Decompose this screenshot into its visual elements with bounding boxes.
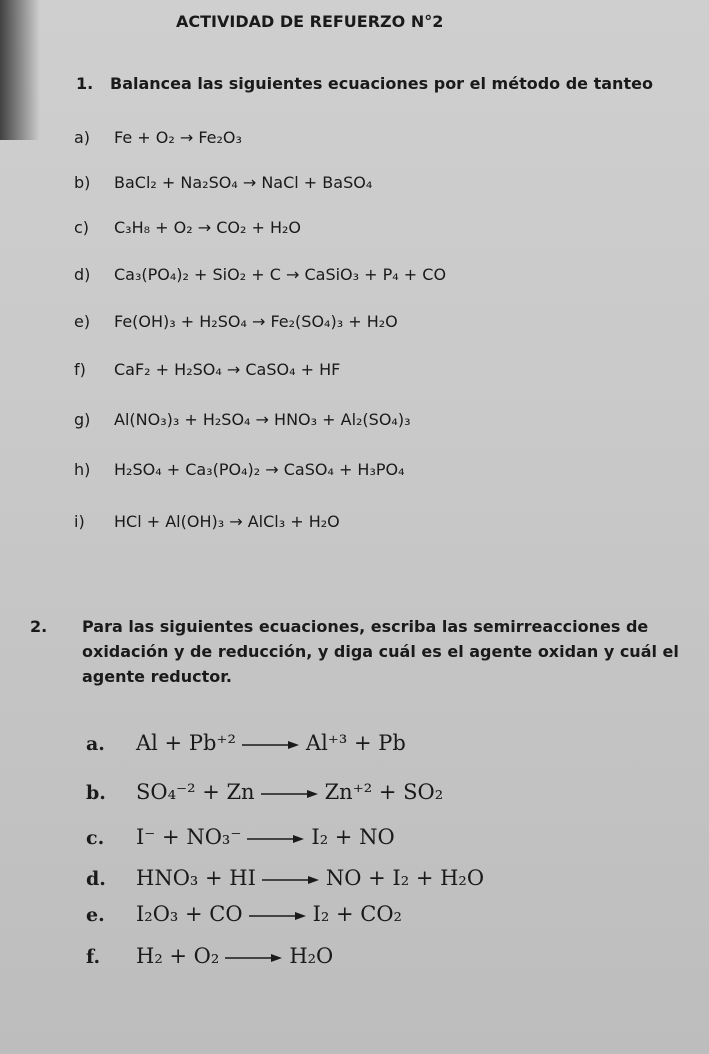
- equation-label: d.: [86, 868, 106, 890]
- redox-equation-row: [86, 825, 395, 849]
- equation-row: [74, 218, 301, 237]
- equation-label: a.: [86, 733, 105, 755]
- equation-row: [74, 360, 340, 379]
- products: NO + I₂ + H₂O: [325, 866, 485, 890]
- reaction-arrow-icon: [225, 952, 283, 964]
- chemical-equation: BaCl₂ + Na₂SO₄ → NaCl + BaSO₄: [114, 173, 373, 192]
- equation-label: c.: [86, 827, 105, 849]
- chemical-equation: H₂SO₄ + Ca₃(PO₄)₂ → CaSO₄ + H₃PO₄: [114, 460, 405, 479]
- equation-label: i): [74, 512, 85, 531]
- reactants: I⁻ + NO₃⁻: [136, 825, 242, 849]
- equation-row: [74, 410, 410, 429]
- equation-label: b.: [86, 782, 106, 804]
- question-number: 1.: [76, 74, 94, 93]
- products: H₂O: [289, 944, 334, 968]
- products: I₂ + NO: [311, 825, 395, 849]
- equation-row: [74, 312, 398, 331]
- chemical-equation: Ca₃(PO₄)₂ + SiO₂ + C → CaSiO₃ + P₄ + CO: [114, 265, 447, 284]
- question-1: [76, 72, 690, 96]
- redox-equation-row: [86, 944, 333, 968]
- chemical-equation: C₃H₈ + O₂ → CO₂ + H₂O: [114, 218, 301, 237]
- reaction-arrow-icon: [247, 833, 305, 845]
- equation-label: a): [74, 128, 91, 147]
- reactants: HNO₃ + HI: [136, 866, 256, 890]
- equation-label: b): [74, 173, 91, 192]
- redox-equation-row: [86, 731, 406, 755]
- equation-label: f.: [86, 946, 101, 968]
- redox-equation-row: [86, 902, 402, 926]
- products: Al⁺³ + Pb: [305, 731, 406, 755]
- question-2: [30, 614, 709, 689]
- products: I₂ + CO₂: [312, 902, 402, 926]
- equation-row: [74, 173, 372, 192]
- photo-shadow: [0, 0, 40, 140]
- equation-label: c): [74, 218, 90, 237]
- equation-row: [74, 128, 242, 147]
- products: Zn⁺² + SO₂: [324, 780, 444, 804]
- question-number: 2.: [30, 617, 48, 636]
- chemical-equation: HCl + Al(OH)₃ → AlCl₃ + H₂O: [114, 512, 340, 531]
- chemical-equation: Fe + O₂ → Fe₂O₃: [114, 128, 242, 147]
- reactants: H₂ + O₂: [136, 944, 220, 968]
- chemical-equation: Fe(OH)₃ + H₂SO₄ → Fe₂(SO₄)₃ + H₂O: [114, 312, 398, 331]
- equation-label: e): [74, 312, 91, 331]
- question-text: Para las siguientes ecuaciones, escriba las semirreacciones de oxidación y de reducción, y diga cuál es el agente oxidan y cuál el agente reductor.: [82, 617, 679, 686]
- equation-row: [74, 460, 405, 479]
- reactants: I₂O₃ + CO: [136, 902, 243, 926]
- chemical-equation: Al(NO₃)₃ + H₂SO₄ → HNO₃ + Al₂(SO₄)₃: [114, 410, 411, 429]
- equation-label: f): [74, 360, 86, 379]
- chemical-equation: CaF₂ + H₂SO₄ → CaSO₄ + HF: [114, 360, 341, 379]
- reactants: Al + Pb⁺²: [136, 731, 236, 755]
- question-text: Balancea las siguientes ecuaciones por el método de tanteo: [110, 74, 653, 93]
- reaction-arrow-icon: [262, 874, 320, 886]
- reaction-arrow-icon: [242, 739, 300, 751]
- page-title: ACTIVIDAD DE REFUERZO N°2: [176, 12, 444, 31]
- equation-row: [74, 512, 340, 531]
- reaction-arrow-icon: [261, 788, 319, 800]
- equation-row: [74, 265, 446, 284]
- equation-label: e.: [86, 904, 105, 926]
- redox-equation-row: [86, 866, 484, 890]
- reaction-arrow-icon: [249, 910, 307, 922]
- equation-label: d): [74, 265, 91, 284]
- redox-equation-row: [86, 780, 443, 804]
- reactants: SO₄⁻² + Zn: [136, 780, 255, 804]
- equation-label: h): [74, 460, 91, 479]
- equation-label: g): [74, 410, 91, 429]
